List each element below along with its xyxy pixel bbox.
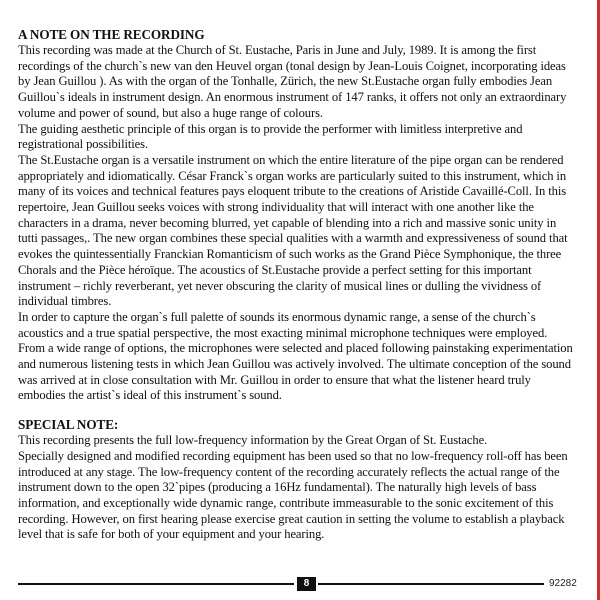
recording-note-heading: A NOTE ON THE RECORDING bbox=[18, 27, 205, 42]
special-note-paragraph-1: This recording presents the full low-frequency information by the Great Organ of St. Eustache. bbox=[18, 433, 488, 448]
text-body bbox=[18, 27, 573, 543]
recording-note-paragraph-3: The St.Eustache organ is a versatile instrument on which the entire literature of the pipe organ can be rendered appropriately and idiomatically. César Franck`s organ works are particularly suited to this instrument, which in many of its voices and technical features pays eloquent tribute to the creations of Aristide Cavaillé-Coll. In this repertoire, Jean Guillou seeks voices with strong individuality that will interact with one another like the characters in a drama, never becoming blurred, yet capable of blending into a rich and massive sonic unity in tutti passages,. The new organ combines these special qualities with a warmth and expressiveness of sound that evokes the quintessentially Franckian Romanticism of such works as the Grand Pièce Symphonique, the three Chorals and the Pièce héroïque. The acoustics of St.Eustache provide a perfect setting for this important instrument – richly reverberant, yet never obscuring the clarity of musical lines or dulling the vividness of individual timbres. bbox=[18, 152, 568, 309]
section-spacer bbox=[18, 404, 573, 417]
catalog-number: 92282 bbox=[549, 578, 577, 589]
page-footer bbox=[18, 577, 578, 591]
recording-note-paragraph-2: The guiding aesthetic principle of this organ is to provide the performer with limitless interpretive and registrational possibilities. bbox=[18, 121, 523, 152]
footer-rule-left bbox=[18, 583, 294, 585]
recording-note-paragraph-4: In order to capture the organ`s full palette of sounds its enormous dynamic range, a sense of the church`s acoustics and a true spatial perspective, the most exacting minimal microphone techniques were employed. From a wide range of options, the microphones were selected and placed following painstaking experimentation and numerous listening tests in which Jean Guillou was actively involved. The ultimate conception of the sound was arrived at in close consultation with Mr. Guillou in order to ensure that what the listener heard truly embodies the artist`s ideal of this instrument`s sound. bbox=[18, 309, 573, 403]
page-number-badge: 8 bbox=[297, 577, 316, 591]
recording-note-paragraph-1: This recording was made at the Church of St. Eustache, Paris in June and July, 1989. It is among the first recordings of the church`s new van den Heuvel organ (tonal design by Jean-Louis Coignet, incorporating ideas by Jean Guillou ). As with the organ of the Tonhalle, Zürich, the new St.Eustache organ fully embodies Jean Guillou`s ideals in instrument design. An enormous instrument of 147 ranks, it offers not only an extraordinary volume and power of sound, but also a huge range of colours. bbox=[18, 43, 567, 120]
special-note-paragraph-2: Specially designed and modified recording equipment has been used so that no low-frequency roll-off has been introduced at any stage. The low-frequency content of the recording accurately reflects the actual range of the instrument down to the open 32`pipes (producing a 16Hz fundamental). The naturally high levels of bass information, and exceptionally wide dynamic range, contribute immeasurable to the sonic excitement of this recording. However, on first hearing please exercise great caution in setting the volume to establish a playback level that is safe for both of your equipment and your hearing. bbox=[18, 448, 568, 542]
footer-rule-right bbox=[318, 583, 544, 585]
special-note-heading: SPECIAL NOTE: bbox=[18, 417, 119, 433]
